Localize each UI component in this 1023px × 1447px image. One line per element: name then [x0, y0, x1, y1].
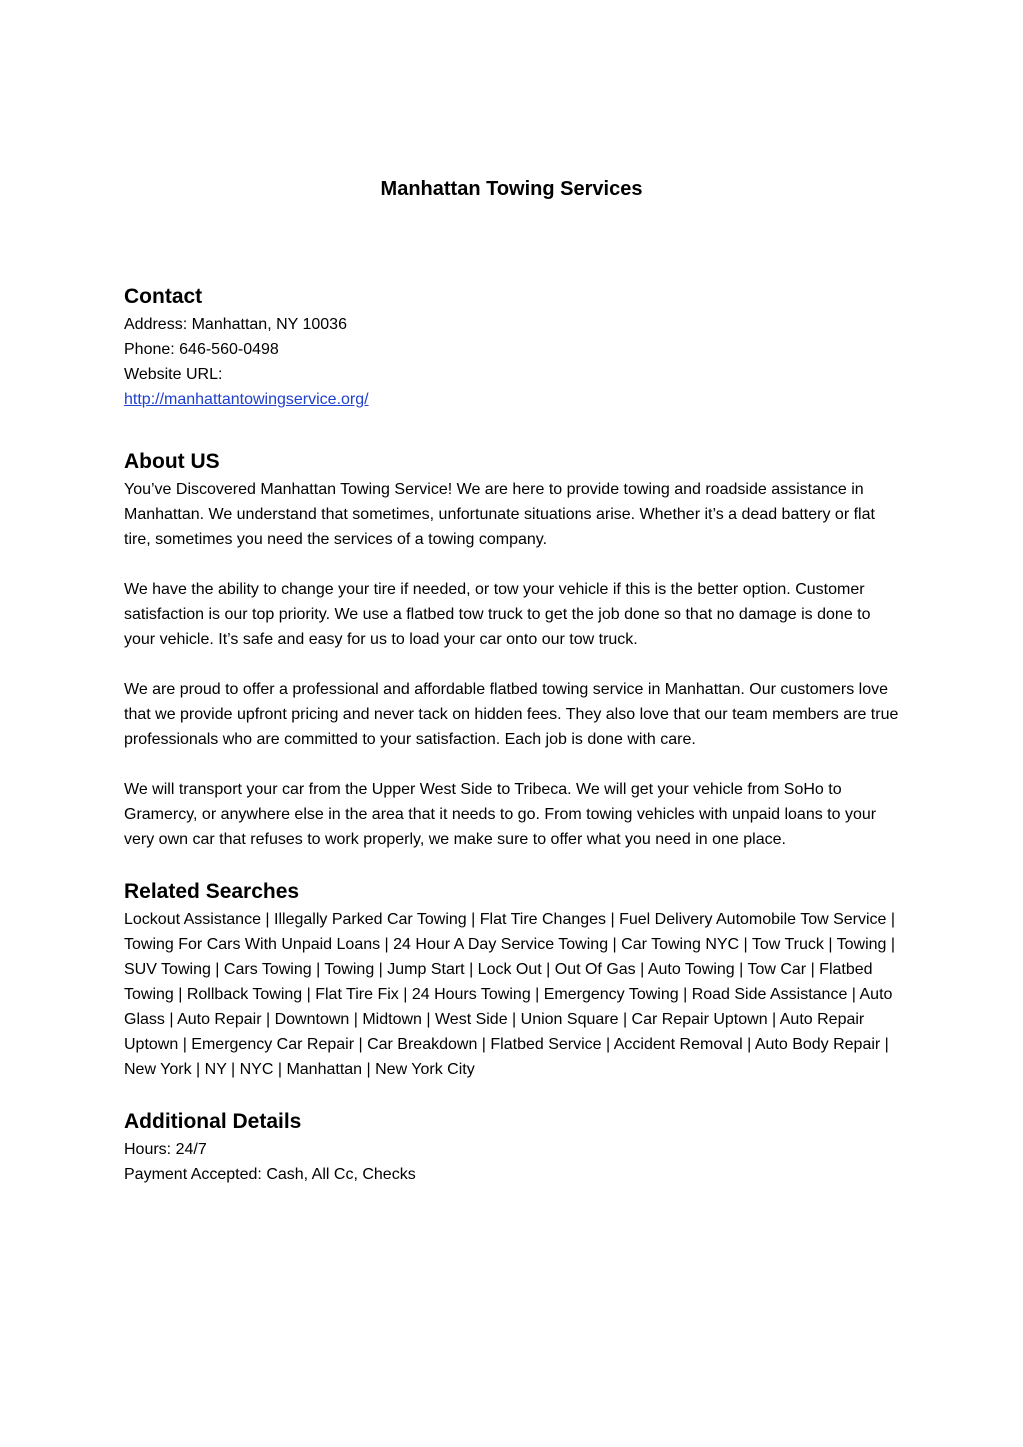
about-heading: About US	[124, 450, 220, 473]
additional-details-heading: Additional Details	[124, 1110, 302, 1133]
hours-line	[124, 1137, 899, 1162]
phone-label: Phone:	[124, 341, 180, 358]
website-label: Website URL:	[124, 366, 223, 383]
related-searches-heading: Related Searches	[124, 880, 300, 903]
contact-heading: Contact	[124, 285, 203, 308]
payment-line	[124, 1162, 899, 1187]
address-label: Address:	[124, 316, 192, 333]
about-paragraph: You’ve Discovered Manhattan Towing Service! We are here to provide towing and roadside assistance in Manhattan. We understand that sometimes, unfortunate situations arise. Whether it’s a dead battery or flat tire, sometimes you need the services of a towing company.	[124, 481, 875, 548]
contact-section	[124, 282, 899, 412]
phone-value: 646-560-0498	[179, 341, 279, 358]
payment-value: Cash, All Cc, Checks	[266, 1166, 416, 1183]
about-paragraph: We are proud to offer a professional and affordable flatbed towing service in Manhattan. Our customers love that we provide upfront pricing and never tack on hidden fees. They also love that our team members are true professionals who are committed to your satisfaction. Each job is done with care.	[124, 681, 899, 748]
address-line	[124, 312, 899, 337]
additional-details-section	[124, 1107, 899, 1187]
about-section	[124, 447, 899, 852]
document-body	[124, 282, 899, 1187]
website-link[interactable]: http://manhattantowingservice.org/	[124, 391, 369, 408]
phone-line	[124, 337, 899, 362]
document-title: Manhattan Towing Services	[380, 178, 643, 200]
address-value: Manhattan, NY 10036	[191, 316, 347, 333]
about-paragraph: We have the ability to change your tire if needed, or tow your vehicle if this is the better option. Customer satisfaction is our top priority. We use a flatbed tow truck to get the job done so that no damage is done to your vehicle. It’s safe and easy for us to load your car onto our tow truck.	[124, 581, 871, 648]
payment-label: Payment Accepted:	[124, 1166, 267, 1183]
related-searches-section	[124, 877, 899, 1082]
about-paragraph: We will transport your car from the Upper West Side to Tribeca. We will get your vehicle from SoHo to Gramercy, or anywhere else in the area that it needs to go. From towing vehicles with unpaid loans to your very own car that refuses to work properly, we make sure to offer what you need in one place.	[124, 781, 877, 848]
related-searches-list: Lockout Assistance | Illegally Parked Car Towing | Flat Tire Changes | Fuel Delivery Automobile Tow Service | Towing For Cars With Unpaid Loans | 24 Hour A Day Service Towing | Car Towing NYC | Tow Truck | Towing | SUV Towing | Cars Towing | Towing | Jump Start | Lock Out | Out Of Gas | Auto Towing | Tow Car | Flatbed Towing | Rollback Towing | Flat Tire Fix | 24 Hours Towing | Emergency Towing | Road Side Assistance | Auto Glass | Auto Repair | Downtown | Midtown | West Side | Union Square | Car Repair Uptown | Auto Repair Uptown | Emergency Car Repair | Car Breakdown | Flatbed Service | Accident Removal | Auto Body Repair | New York | NY | NYC | Manhattan | New York City	[124, 911, 896, 1078]
hours-value: 24/7	[175, 1141, 207, 1158]
website-line	[124, 387, 899, 412]
hours-label: Hours:	[124, 1141, 176, 1158]
